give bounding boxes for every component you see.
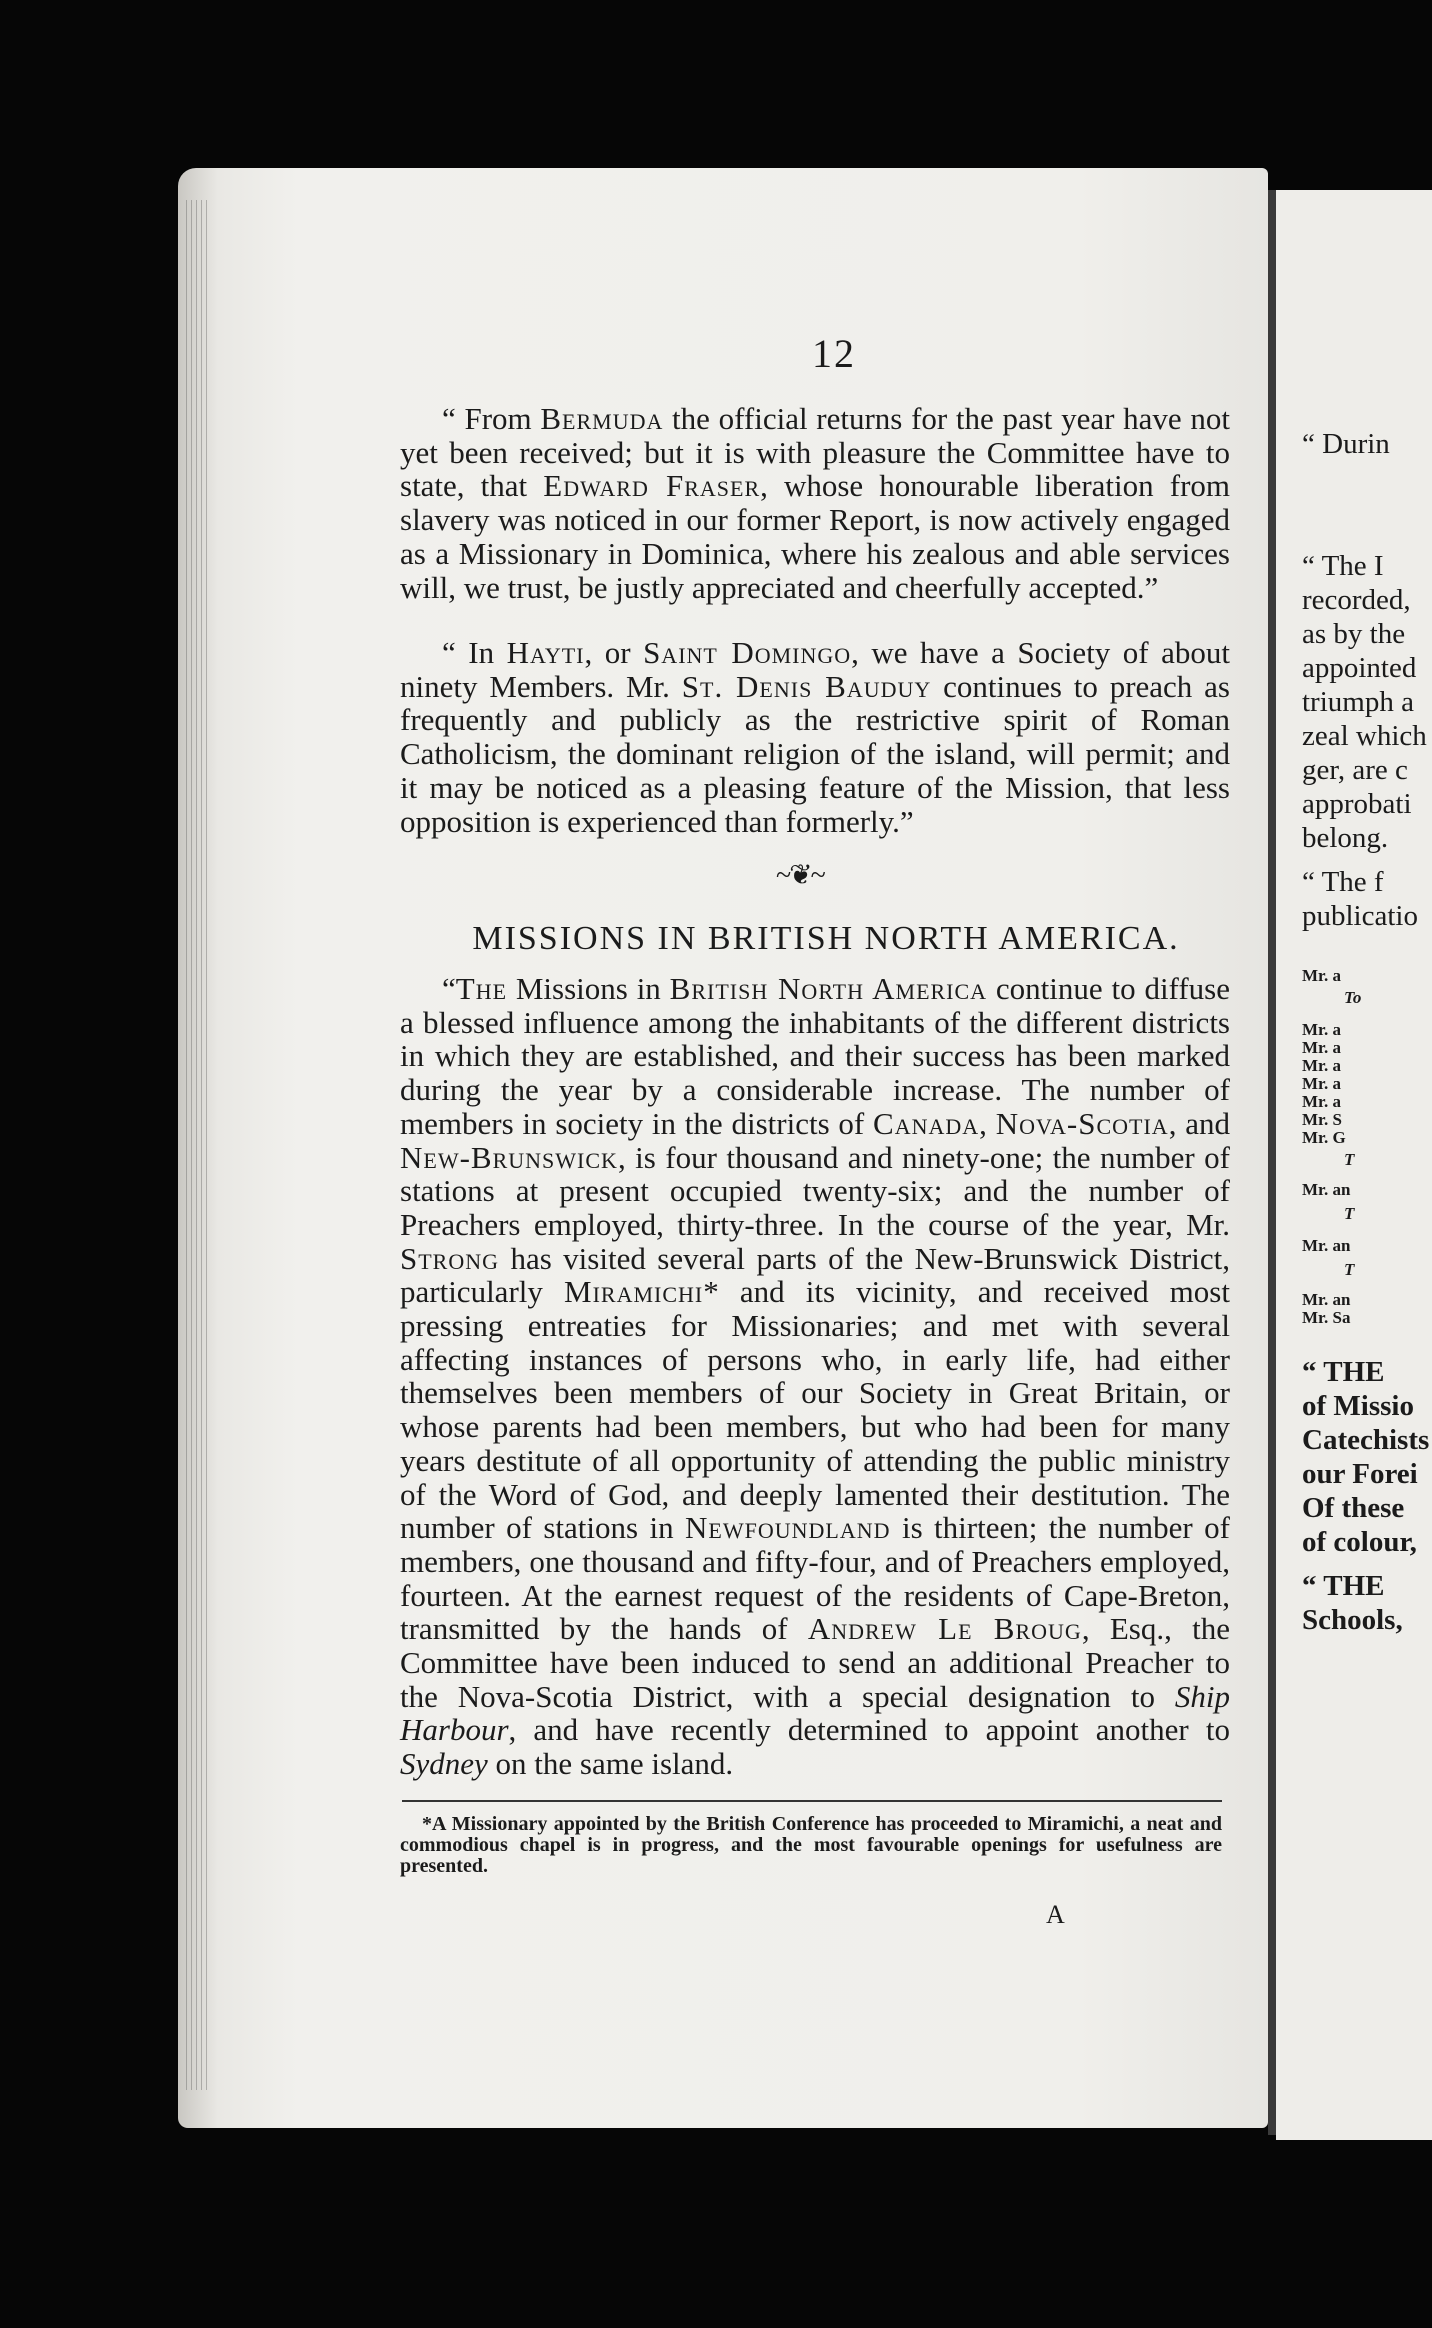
facing-line: Schools, xyxy=(1302,1604,1403,1636)
facing-line: To xyxy=(1344,988,1362,1007)
facing-line: Mr. an xyxy=(1302,1236,1351,1255)
footnote-rule xyxy=(402,1800,1222,1802)
name-st-denis-bauduy: St. Denis Bauduy xyxy=(681,668,932,704)
paragraph-north-america: “The Missions in British North America continue to diffuse a blessed influence among the inhabitants of the different districts in which they are established, and their success has been marked during the year by a considerable increase. The number of members in society in the districts of Canada, Nova-Scotia, and New-Brunswick, is four thousand and ninety-one; the number of stations at present occupied twenty-six; and the number of Preachers employed, thirty-three. In the course of the year, Mr. Strong has visited several parts of the New-Brunswick District, particularly Miramichi* and its vicinity, and received most pressing entreaties for Missionaries; and met with several affecting instances of persons who, in early life, had either themselves been members of our Society in Great Britain, or whose parents had been members, but who had been for many years destitute of all opportunity of attending the public ministry of the Word of God, and deeply lamented their destitution. The number of stations in Newfoundland is thirteen; the number of members, one thousand and fifty-four, and of Preachers employed, fourteen. At the earnest request of the residents of Cape-Breton, transmitted by the hands of Andrew Le Broug, Esq., the Committee have been induced to send an additional Preacher to the Nova-Scotia District, with a special designation to Ship Harbour, and have recently determined to appoint another to Sydney on the same island. xyxy=(400,971,1230,1782)
region-british-north-america: British North America xyxy=(669,971,988,1006)
facing-line: “ The f xyxy=(1302,866,1384,898)
facing-line: recorded, xyxy=(1302,584,1411,616)
paragraph-bermuda: “ From Bermuda the official returns for the past year have not yet been received; but it is with pleasure the Committee have to state, that Edward Fraser, whose honourable liberation from slavery was noticed in our former Report, is now actively engaged as a Missionary in Dominica, where his zealous and able services will, we trust, be justly appreciated and cheerfully accepted.” xyxy=(400,401,1231,605)
name-edward-fraser: Edward Fraser xyxy=(543,468,761,504)
facing-line: “ The I xyxy=(1302,550,1384,582)
facing-line: our Forei xyxy=(1302,1458,1418,1490)
facing-line: Of these xyxy=(1302,1492,1405,1524)
facing-page xyxy=(1276,190,1432,2140)
place-bermuda: Bermuda xyxy=(540,401,664,436)
facing-line: of Missio xyxy=(1302,1390,1414,1422)
facing-line: zeal which xyxy=(1302,720,1427,752)
facing-line: “ THE xyxy=(1302,1356,1385,1388)
facing-line: Mr. G xyxy=(1302,1128,1346,1147)
facing-line: Catechists xyxy=(1302,1424,1430,1456)
facing-line: Mr. a xyxy=(1302,1038,1342,1057)
place-hayti: Hayti xyxy=(506,635,585,670)
paragraph-hayti: “ In Hayti, or Saint Domingo, we have a Society of about ninety Members. Mr. St. Denis Bauduy continues to preach as frequently and publicly as the restrictive spirit of Roman Catholicism, the dominant religion of the island, will permit; and it may be noticed as a pleasing feature of the Mission, that less opposition is experienced than formerly.” xyxy=(400,635,1230,839)
facing-line: approbati xyxy=(1302,788,1412,820)
book-gutter xyxy=(1268,190,1276,2135)
facing-line: Mr. an xyxy=(1302,1290,1351,1309)
page-edge-shadow xyxy=(186,200,208,2090)
facing-line: T xyxy=(1344,1204,1355,1223)
facing-line: T xyxy=(1344,1260,1355,1279)
facing-line: “ Durin xyxy=(1302,428,1390,460)
facing-line: Mr. a xyxy=(1302,1092,1342,1111)
signature-mark: A xyxy=(1046,1900,1065,1929)
facing-line: triumph a xyxy=(1302,686,1414,718)
facing-line: “ THE xyxy=(1302,1570,1385,1602)
page-number: 12 xyxy=(812,331,856,376)
facing-line: of colour, xyxy=(1302,1526,1417,1558)
facing-line: Mr. a xyxy=(1302,1074,1342,1093)
facing-line: as by the xyxy=(1302,618,1406,650)
facing-line: Mr. Sa xyxy=(1302,1308,1351,1327)
footnote: *A Missionary appointed by the British Conference has proceeded to Miramichi, a neat and commodious chapel is in progress, and the most favourable openings for usefulness are presented. xyxy=(400,1813,1222,1877)
section-heading: MISSIONS IN BRITISH NORTH AMERICA. xyxy=(472,920,1180,957)
facing-line: Mr. a xyxy=(1302,1056,1342,1075)
facing-line: Mr. S xyxy=(1302,1110,1342,1129)
fleuron-ornament: ~❦~ xyxy=(776,860,824,891)
facing-line: Mr. an xyxy=(1302,1180,1351,1199)
facing-line: publicatio xyxy=(1302,900,1418,932)
facing-line: Mr. a xyxy=(1302,1020,1342,1039)
facing-line: ger, are c xyxy=(1302,754,1408,786)
facing-line: appointed xyxy=(1302,652,1417,684)
facing-line: Mr. a xyxy=(1302,966,1342,985)
facing-line: T xyxy=(1344,1150,1355,1169)
place-saint-domingo: Saint Domingo xyxy=(643,635,852,670)
facing-line: belong. xyxy=(1302,822,1389,854)
